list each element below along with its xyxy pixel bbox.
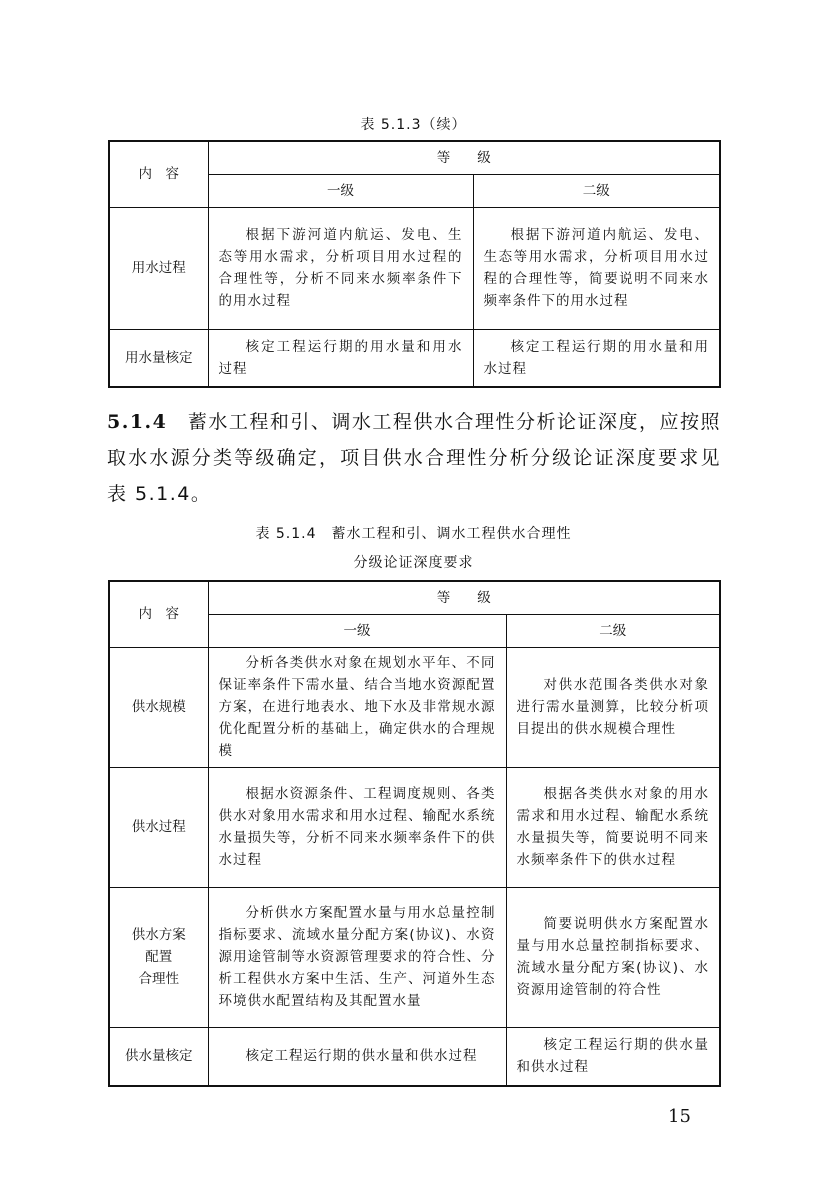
section-text: 蓄水工程和引、调水工程供水合理性分析论证深度，应按照取水水源分类等级确定，项目供水合理性分析分级论证深度要求见表 5.1.4。 bbox=[107, 411, 721, 505]
row-level1: 根据下游河道内航运、发电、生态等用水需求，分析项目用水过程的合理性等，分析不同来水频率条件下的用水过程 bbox=[208, 207, 473, 329]
row-level1: 核定工程运行期的用水量和用水过程 bbox=[208, 329, 473, 387]
row-level2: 根据下游河道内航运、发电、生态等用水需求，分析项目用水过程的合理性等，简要说明不同来水频率条件下的用水过程 bbox=[473, 207, 720, 329]
label-line: 合理性 bbox=[138, 971, 179, 987]
row-level2: 核定工程运行期的用水量和用水过程 bbox=[473, 329, 720, 387]
section-number: 5.1.4 bbox=[107, 411, 168, 433]
table-5-1-4 bbox=[108, 580, 721, 1087]
row-level1: 核定工程运行期的供水量和供水过程 bbox=[208, 1027, 506, 1086]
label-line: 供水方案 bbox=[131, 927, 186, 943]
header-level: 等 级 bbox=[208, 581, 720, 614]
header-level2: 二级 bbox=[506, 614, 720, 647]
table1-caption: 表 5.1.3（续） bbox=[360, 117, 467, 133]
label-line: 配置 bbox=[145, 949, 173, 965]
header-content: 内 容 bbox=[109, 581, 208, 647]
row-level1: 分析供水方案配置水量与用水总量控制指标要求、流域水量分配方案(协议)、水资源用途管制等水资源管理要求的符合性、分析工程供水方案中生活、生产、河道外生态环境供水配置结构及其配置水量 bbox=[208, 887, 506, 1027]
row-level1: 分析各类供水对象在规划水平年、不同保证率条件下需水量、结合当地水资源配置方案，在进行地表水、地下水及非常规水源优化配置分析的基础上，确定供水的合理规模 bbox=[208, 647, 506, 767]
row-label: 用水过程 bbox=[109, 207, 208, 329]
row-level2: 对供水范围各类供水对象进行需水量测算，比较分析项目提出的供水规模合理性 bbox=[506, 647, 720, 767]
row-label: 供水量核定 bbox=[109, 1027, 208, 1086]
row-level2: 简要说明供水方案配置水量与用水总量控制指标要求、流域水量分配方案(协议)、水资源用途管制的符合性 bbox=[506, 887, 720, 1027]
row-label: 供水过程 bbox=[109, 767, 208, 887]
row-label: 用水量核定 bbox=[109, 329, 208, 387]
table2-caption-line1: 表 5.1.4 蓄水工程和引、调水工程供水合理性 bbox=[255, 526, 572, 542]
row-label: 供水规模 bbox=[109, 647, 208, 767]
header-content: 内 容 bbox=[109, 141, 208, 207]
section-5-1-4-paragraph bbox=[107, 404, 721, 512]
row-level2: 核定工程运行期的供水量和供水过程 bbox=[506, 1027, 720, 1086]
row-label bbox=[109, 887, 208, 1027]
header-level1: 一级 bbox=[208, 614, 506, 647]
table-5-1-3-continued bbox=[108, 140, 721, 388]
header-level2: 二级 bbox=[473, 174, 720, 207]
header-level: 等 级 bbox=[208, 141, 720, 174]
row-level1: 根据水资源条件、工程调度规则、各类供水对象用水需求和用水过程、输配水系统水量损失等，分析不同来水频率条件下的供水过程 bbox=[208, 767, 506, 887]
page-number: 15 bbox=[668, 1106, 691, 1127]
row-level2: 根据各类供水对象的用水需求和用水过程、输配水系统水量损失等，简要说明不同来水频率条件下的供水过程 bbox=[506, 767, 720, 887]
table2-caption-line2: 分级论证深度要求 bbox=[353, 555, 474, 571]
header-level1: 一级 bbox=[208, 174, 473, 207]
